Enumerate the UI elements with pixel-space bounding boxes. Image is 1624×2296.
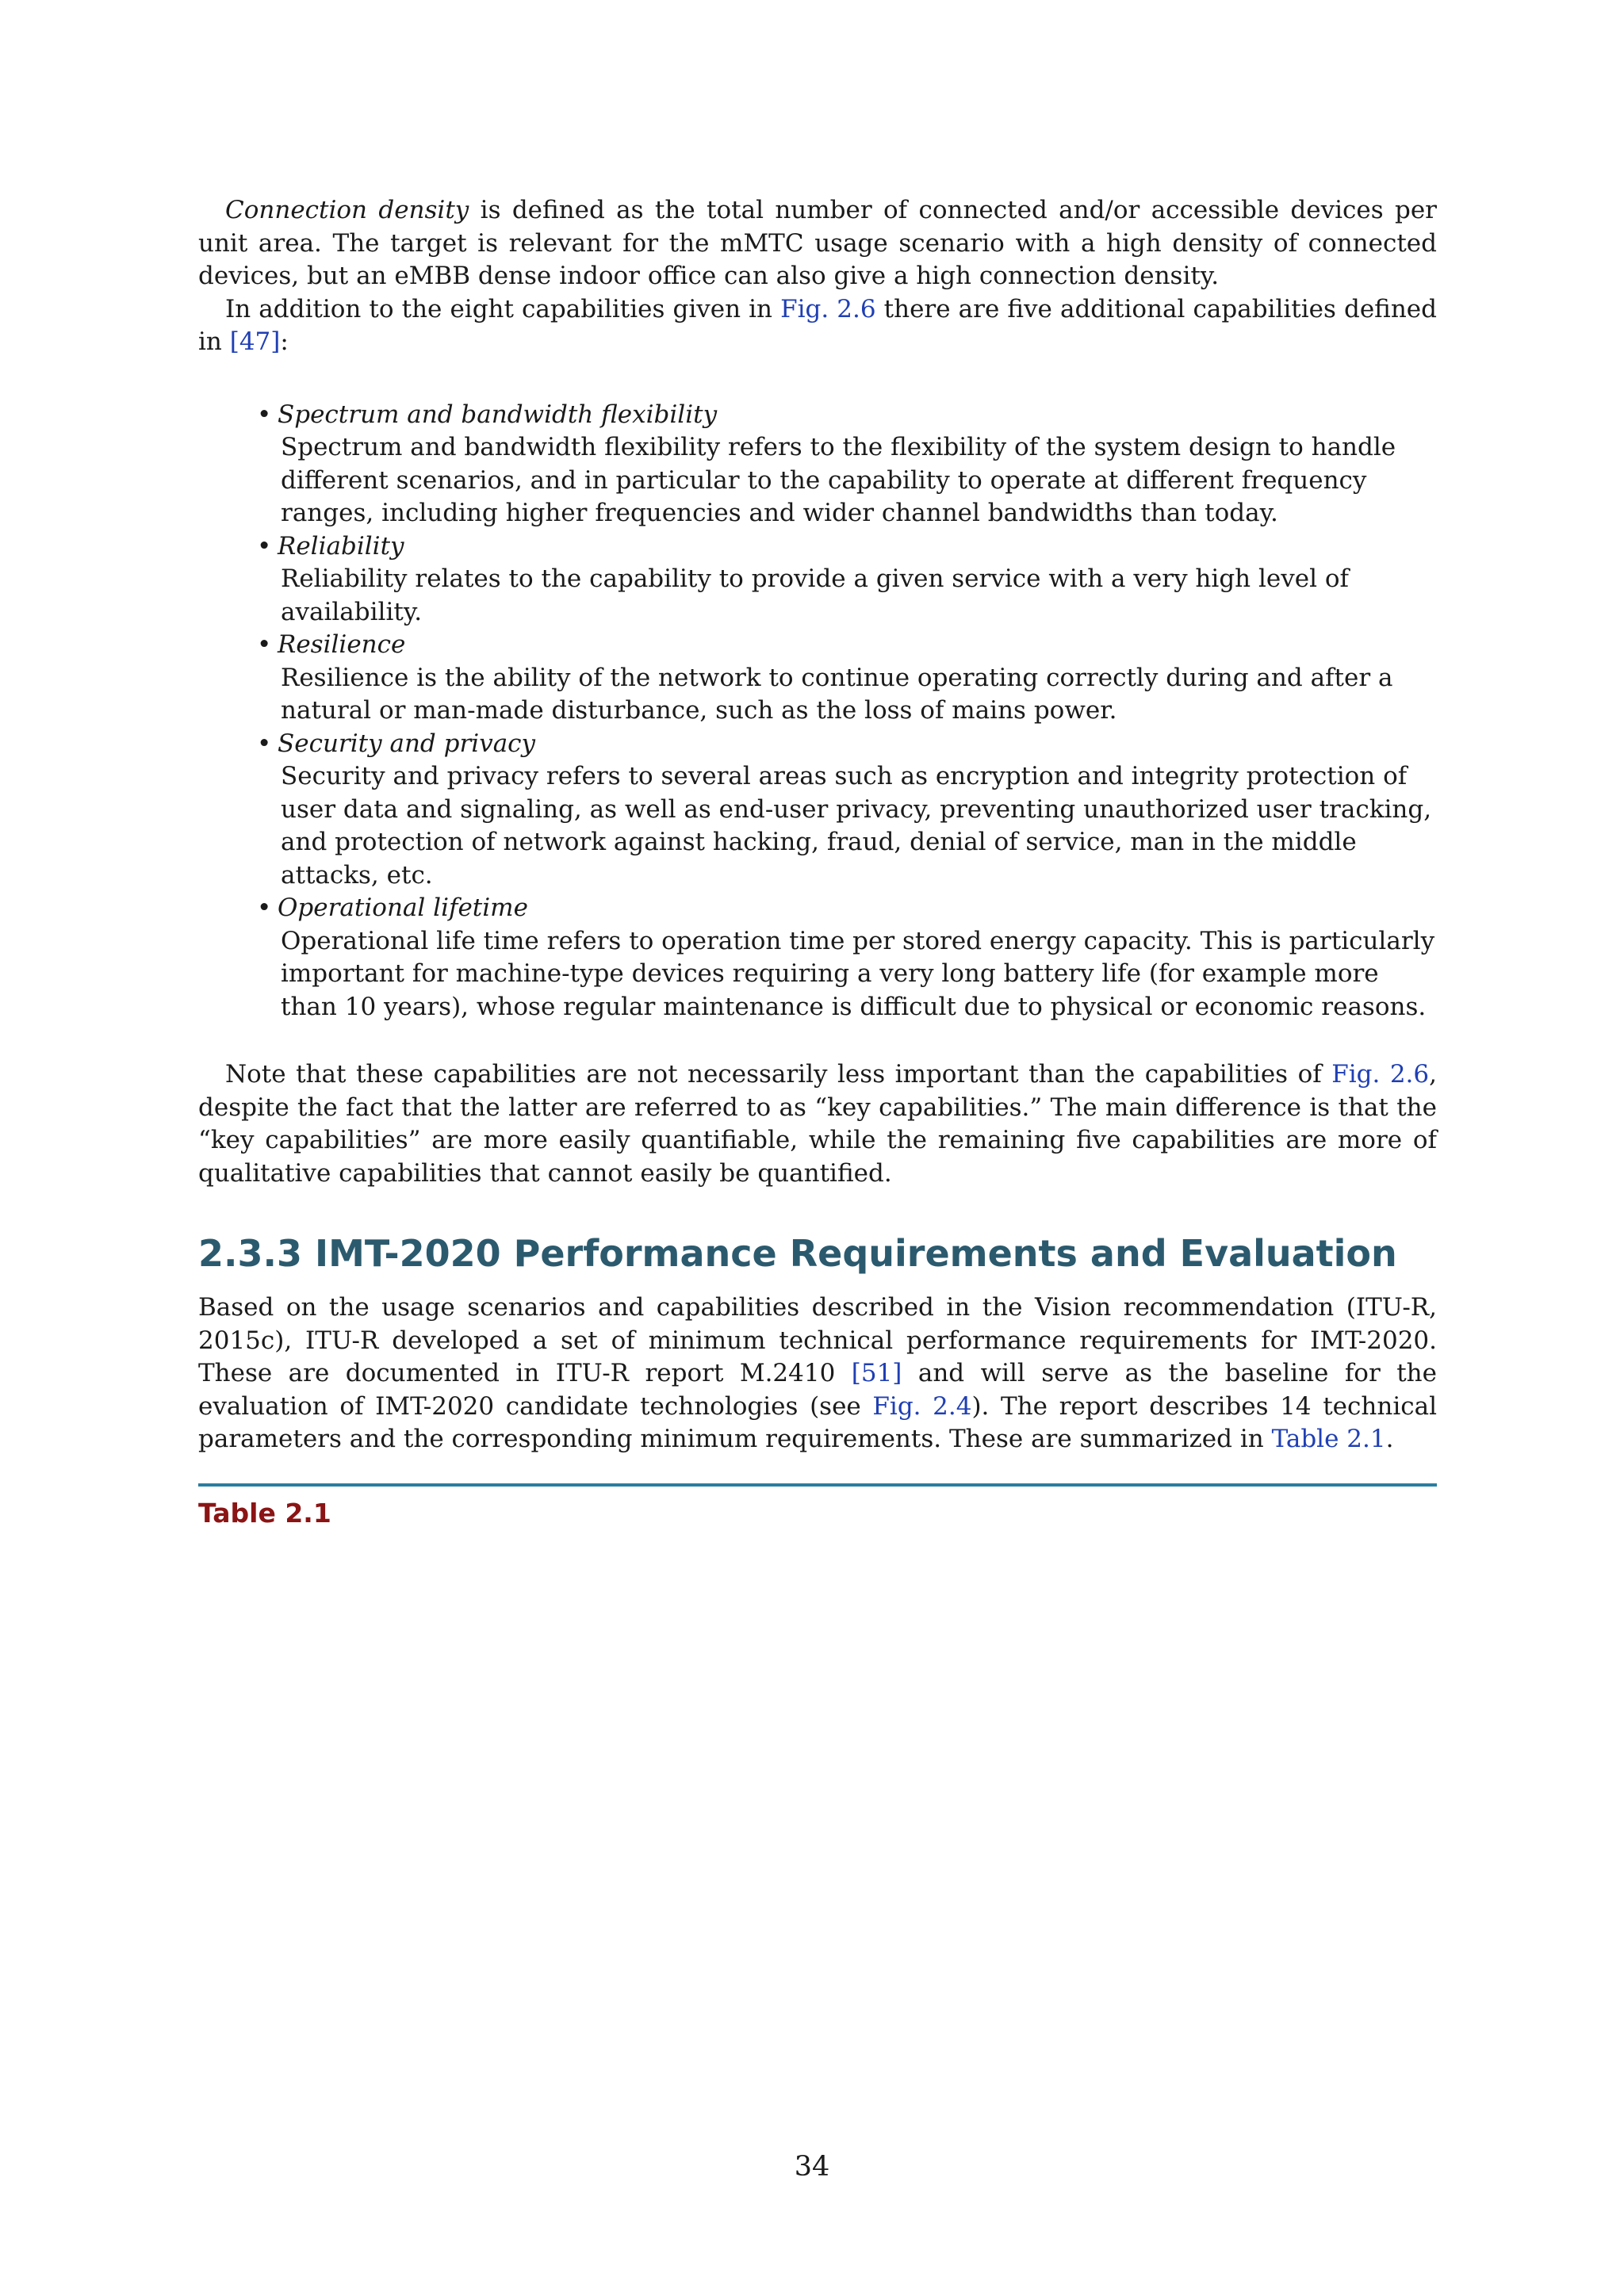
bullet-title: Operational lifetime (278, 894, 528, 922)
list-item (257, 892, 1437, 1024)
section-text-1: Based on the usage scenarios and capabilities described in the Vision recommendation (ITU-R, 2015c), ITU-R developed a set of minimum technical performance requirements for IMT-2020. These are documented in ITU-R report M.2410 (198, 1293, 1437, 1387)
note-text-2: , despite the fact that the latter are referred to as “key capabilities.” The main difference is that the “key capabilities” are more easily quantifiable, while the remaining five capabilities are more of qualitative capabilities that cannot easily be quantified. (198, 1060, 1437, 1188)
section-text-3: ). The report describes 14 technical parameters and the corresponding minimum requirements. These are summarized in (198, 1391, 1437, 1453)
bullet-icon: • (257, 531, 272, 561)
note-text-1: Note that these capabilities are not necessarily less important than the capabilities of (225, 1060, 1332, 1089)
table-2-1-link[interactable]: Table 2.1 (1271, 1425, 1386, 1453)
list-item (257, 629, 1437, 728)
bullet-icon: • (257, 630, 272, 659)
note-paragraph (198, 1058, 1437, 1190)
connection-density-paragraph (198, 194, 1437, 293)
bullet-body: Security and privacy refers to several areas such as encryption and integrity protection of user data and signaling, as well as end-user privacy, preventing unauthorized user tracking, and protection of network against hacking, fraud, denial of service, man in the middle attacks, etc. (281, 762, 1432, 890)
fig-2-6-link[interactable]: Fig. 2.6 (780, 294, 876, 323)
connection-density-term: Connection density (225, 196, 469, 224)
bullet-icon: • (257, 400, 272, 429)
fig-2-4-link[interactable]: Fig. 2.4 (872, 1391, 972, 1421)
additional-capabilities-paragraph (198, 293, 1437, 359)
section-text-4: . (1385, 1425, 1394, 1453)
section-text-2: and will serve as the baseline for the evaluation of IMT-2020 candidate technologies (see (198, 1359, 1437, 1421)
bullet-title: Security and privacy (278, 729, 536, 758)
table-label: Table 2.1 (198, 1497, 331, 1529)
bullet-icon: • (257, 729, 272, 758)
fig-2-6-link[interactable]: Fig. 2.6 (1331, 1060, 1430, 1089)
bullet-body: Reliability relates to the capability to provide a given service with a very high level of availability. (281, 564, 1350, 626)
table-divider (198, 1483, 1437, 1487)
ref-47-link[interactable]: [47] (229, 327, 281, 356)
section-heading: 2.3.3 IMT-2020 Performance Requirements and Evaluation (198, 1232, 1397, 1275)
bullet-body: Resilience is the ability of the network to continue operating correctly during and after a natural or man-made disturbance, such as the loss of mains power. (281, 663, 1393, 725)
list-item (257, 530, 1437, 629)
additional-capabilities-text-1: In addition to the eight capabilities given in (225, 294, 781, 323)
connection-density-text: is defined as the total number of connected and/or accessible devices per unit area. The target is relevant for the mMTC usage scenario with a high density of connected devices, but an eMBB dense indoor office can also give a high connection density. (198, 196, 1437, 290)
capabilities-list (198, 399, 1437, 1024)
spacer (198, 1024, 1437, 1058)
bullet-title: Resilience (278, 630, 406, 659)
section-paragraph (198, 1292, 1437, 1456)
bullet-icon: • (257, 894, 272, 922)
ref-51-link[interactable]: [51] (851, 1359, 902, 1387)
bullet-title: Reliability (278, 531, 404, 561)
bullet-body: Operational life time refers to operation time per stored energy capacity. This is particularly important for machine-type devices requiring a very long battery life (for example more than 10 years), whose regular maintenance is difficult due to physical or economic reasons. (281, 926, 1435, 1021)
list-item (257, 728, 1437, 893)
bullet-body: Spectrum and bandwidth flexibility refers to the flexibility of the system design to handle different scenarios, and in particular to the capability to operate at different frequency ranges, including higher frequencies and wider channel bandwidths than today. (281, 433, 1396, 527)
page-content (198, 194, 1437, 1529)
additional-capabilities-text-2: there are five additional capabilities defined in (198, 294, 1437, 356)
bullet-title: Spectrum and bandwidth flexibility (278, 400, 718, 429)
list-item (257, 399, 1437, 530)
additional-capabilities-text-3: : (280, 327, 289, 356)
page-number: 34 (794, 2151, 830, 2183)
